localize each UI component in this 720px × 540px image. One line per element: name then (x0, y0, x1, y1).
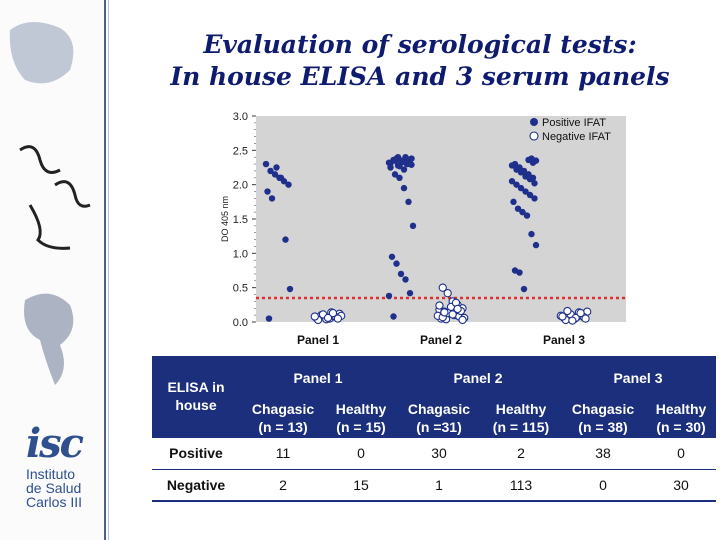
subheader (646, 400, 716, 437)
subheader-n: (n = 38) (578, 419, 628, 435)
table-cell: 30 (646, 469, 716, 501)
x-category-label: Panel 1 (296, 333, 340, 347)
globe-shape-icon (10, 22, 74, 83)
negative-point (564, 307, 571, 314)
logo-line2: de Salud (26, 480, 82, 496)
row-label: Positive (152, 437, 240, 469)
y-tick-label: 3.0 (232, 111, 248, 123)
positive-point (390, 313, 396, 319)
positive-point (530, 159, 536, 165)
legend-marker-positive (530, 118, 538, 126)
logo-line1: Instituto (26, 466, 76, 482)
panel-header-3: Panel 3 (560, 356, 716, 400)
positive-point (521, 286, 527, 292)
positive-point (266, 315, 272, 321)
subheader-name: Chagasic (571, 401, 635, 417)
positive-point (396, 175, 402, 181)
institute-logo (8, 420, 100, 509)
sidebar-artwork (0, 0, 104, 420)
positive-point (287, 286, 293, 292)
subheader-n: (n = 13) (258, 419, 308, 435)
logo-mark: isc (25, 420, 83, 467)
positive-point (392, 157, 398, 163)
subheader (482, 400, 560, 437)
subheader-name: Healthy (335, 401, 387, 417)
y-tick-label: 0.0 (232, 317, 248, 329)
x-category-label: Panel 2 (419, 333, 463, 347)
positive-point (510, 199, 516, 205)
positive-point (524, 212, 530, 218)
trypanosome-icon (20, 147, 60, 173)
table-row-positive (152, 437, 716, 469)
table-cell: 2 (240, 469, 326, 501)
table-cell: 30 (396, 437, 482, 469)
positive-point (528, 231, 534, 237)
scatter-chart (220, 104, 630, 354)
table-cell: 38 (560, 437, 646, 469)
positive-point (531, 180, 537, 186)
positive-point (401, 185, 407, 191)
positive-point (533, 242, 539, 248)
slide-title-line2: In house ELISA and 3 serum panels (170, 62, 670, 91)
positive-point (389, 254, 395, 260)
subheader-name: Healthy (495, 401, 547, 417)
subheader (240, 400, 326, 437)
positive-point (273, 164, 279, 170)
negative-point (582, 315, 589, 322)
subheader (396, 400, 482, 437)
sidebar-divider-thin (108, 0, 109, 540)
table-cell: 113 (482, 469, 560, 501)
legend-marker-negative (530, 132, 538, 140)
y-tick-label: 2.5 (232, 145, 248, 158)
positive-point (404, 156, 410, 162)
panel-header-1: Panel 1 (240, 356, 396, 400)
sidebar-divider (104, 0, 106, 540)
table-cell: 1 (396, 469, 482, 501)
table-cell: 0 (646, 437, 716, 469)
y-tick-label: 1.5 (232, 214, 248, 226)
row-label: Negative (152, 469, 240, 501)
positive-point (408, 162, 414, 168)
elisa-results-table (152, 356, 716, 502)
negative-point (436, 302, 443, 309)
slide-title-line1: Evaluation of serological tests: (203, 30, 637, 59)
legend-label-positive: Positive IFAT (542, 117, 606, 129)
subheader-n: (n =31) (416, 419, 462, 435)
positive-point (285, 181, 291, 187)
table-cell: 11 (240, 437, 326, 469)
subheader-name: Chagasic (251, 401, 315, 417)
subheader-n: (n = 115) (492, 419, 550, 435)
x-category-label: Panel 3 (542, 333, 586, 347)
subheader-name: Healthy (655, 401, 707, 417)
table-header-label: ELISA in house (152, 356, 240, 437)
positive-point (269, 195, 275, 201)
positive-point (393, 260, 399, 266)
positive-point (531, 195, 537, 201)
subheader-n: (n = 15) (336, 419, 386, 435)
positive-point (263, 161, 269, 167)
table-cell: 2 (482, 437, 560, 469)
subheader (560, 400, 646, 437)
table-cell: 15 (326, 469, 396, 501)
trypanosome-icon-3 (30, 205, 70, 248)
negative-point (334, 315, 341, 322)
positive-point (407, 290, 413, 296)
negative-point (311, 313, 318, 320)
table-cell: 0 (326, 437, 396, 469)
subheader-n: (n = 30) (656, 419, 706, 435)
panel-header-2: Panel 2 (396, 356, 560, 400)
legend-label-negative: Negative IFAT (542, 131, 611, 143)
positive-point (401, 166, 407, 172)
positive-point (278, 175, 284, 181)
positive-point (264, 188, 270, 194)
y-tick-label: 0.5 (232, 282, 248, 295)
positive-point (402, 276, 408, 282)
negative-point (459, 316, 466, 323)
negative-point (454, 305, 461, 312)
positive-point (282, 236, 288, 242)
positive-point (386, 293, 392, 299)
negative-point (569, 317, 576, 324)
negative-point (444, 290, 451, 297)
positive-point (405, 199, 411, 205)
map-americas-icon (24, 294, 73, 385)
table-cell: 0 (560, 469, 646, 501)
positive-point (410, 223, 416, 229)
positive-point (398, 271, 404, 277)
logo-line3: Carlos III (26, 494, 83, 510)
trypanosome-icon-2 (55, 182, 90, 207)
y-tick-label: 2.0 (232, 179, 248, 192)
y-axis-label: DO 405 nm (220, 195, 230, 243)
positive-point (516, 269, 522, 275)
subheader (326, 400, 396, 437)
negative-point (441, 309, 448, 316)
table-row-negative (152, 469, 716, 501)
y-tick-label: 1.0 (232, 248, 248, 261)
subheader-name: Chagasic (407, 401, 471, 417)
